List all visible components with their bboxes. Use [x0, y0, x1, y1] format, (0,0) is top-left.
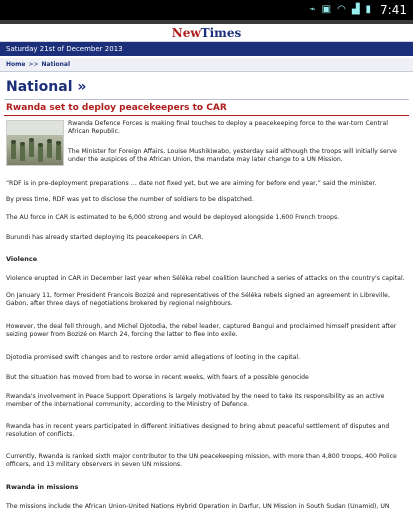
web-page[interactable]	[0, 24, 413, 512]
photo-soldier	[56, 144, 61, 160]
photo-soldier-head	[11, 140, 16, 144]
usb-icon: ⌁	[309, 4, 316, 15]
article-paragraph: Burundi has already started deploying its peacekeepers in CAR.	[6, 234, 204, 241]
article-paragraph: Rwanda's involvement in Peace Support Operations is largely motivated by the need to take its responsibility as an active member of the international community, according to the Ministry of Defence.	[6, 393, 385, 408]
article-paragraph: The missions include the African Union-United Nations Hybrid Operation in Darfur, UN Mission in South Sudan (Unamid), UN	[6, 503, 390, 510]
article-paragraph: “RDF is in pre-deployment preparations … date not fixed yet, but we are aiming for before end year,” said the minister.	[6, 180, 377, 187]
android-icon: ▣	[321, 4, 332, 15]
wifi-icon: ◠	[337, 4, 346, 15]
article-paragraph: On January 11, former President Francois Bozizé and representatives of the Séléka rebels signed an agreement in Libreville, Gabon, after three days of negotiations brokered by regional neighbours.	[6, 292, 390, 307]
article-paragraph: By press time, RDF was yet to disclose the number of soldiers to be dispatched.	[6, 196, 254, 203]
status-time: 7:41	[380, 3, 407, 17]
article-paragraph: Rwanda Defence Forces is making final touches to deploy a peacekeeping force to the war-torn Central African Republic.	[68, 120, 388, 135]
article-paragraph: The AU force in CAR is estimated to be 6,000 strong and would be deployed alongside 1,600 French troops.	[6, 214, 340, 221]
logo-part-times: Times	[200, 25, 242, 40]
status-bar	[0, 0, 413, 20]
photo-soldier-head	[56, 141, 61, 145]
photo-soldier	[20, 145, 25, 161]
article-photo[interactable]	[6, 120, 64, 166]
breadcrumb-home-link[interactable]: Home	[6, 61, 26, 68]
current-date: Saturday 21st of December 2013	[6, 45, 123, 53]
photo-soldier	[29, 141, 34, 157]
date-bar	[0, 42, 413, 56]
article-headline: Rwanda set to deploy peacekeepers to CAR	[4, 102, 409, 116]
photo-soldier	[38, 146, 43, 162]
article-paragraph: Violence erupted in CAR in December last year when Séléka rebel coalition launched a series of attacks on the country's capital.	[6, 275, 405, 282]
article-paragraph: Currently, Rwanda is ranked sixth major contributor to the UN peacekeeping mission, with more than 4,800 troops, 400 Police officers, and 13 military observers in seven UN missions.	[6, 453, 397, 468]
breadcrumb	[0, 58, 413, 72]
signal-icon: ▟	[351, 4, 360, 15]
subheading-violence: Violence	[6, 255, 38, 263]
masthead	[0, 24, 413, 42]
battery-icon: ▮	[365, 4, 372, 15]
article-paragraph: The Minister for Foreign Affairs, Louise Mushikiwabo, yesterday said although the troops will initially serve under the auspices of the African Union, the mandate may later change to a UN Mission.	[68, 148, 397, 163]
breadcrumb-current[interactable]: National	[41, 61, 71, 68]
photo-soldier-head	[47, 139, 52, 143]
article-paragraph: However, the deal fell through, and Michel Djotodia, the rebel leader, captured Bangui and proclaimed himself president after seizing power from Bozizé on March 24, forcing the latter to flee into exile.	[6, 323, 397, 338]
photo-sky	[7, 121, 64, 135]
photo-soldier-head	[20, 142, 25, 146]
site-logo[interactable]	[172, 26, 242, 40]
photo-soldier-head	[29, 138, 34, 142]
article-paragraph: But the situation has moved from bad to worse in recent weeks, with fears of a possible genocide	[6, 374, 309, 381]
photo-soldier-head	[38, 143, 43, 147]
article-paragraph: Djotodia promised swift changes and to restore order amid allegations of looting in the capital.	[6, 354, 301, 361]
subheading-rwanda-in-missions: Rwanda in missions	[6, 483, 79, 491]
breadcrumb-separator: >>	[28, 61, 39, 68]
photo-soldier	[47, 142, 52, 158]
logo-part-new: New	[171, 25, 201, 40]
article-paragraph: Rwanda has in recent years participated in different initiatives designed to bring about peaceful settlement of disputes and resolution of conflicts.	[6, 423, 390, 438]
section-title: National »	[4, 78, 409, 100]
photo-soldier	[11, 143, 16, 159]
